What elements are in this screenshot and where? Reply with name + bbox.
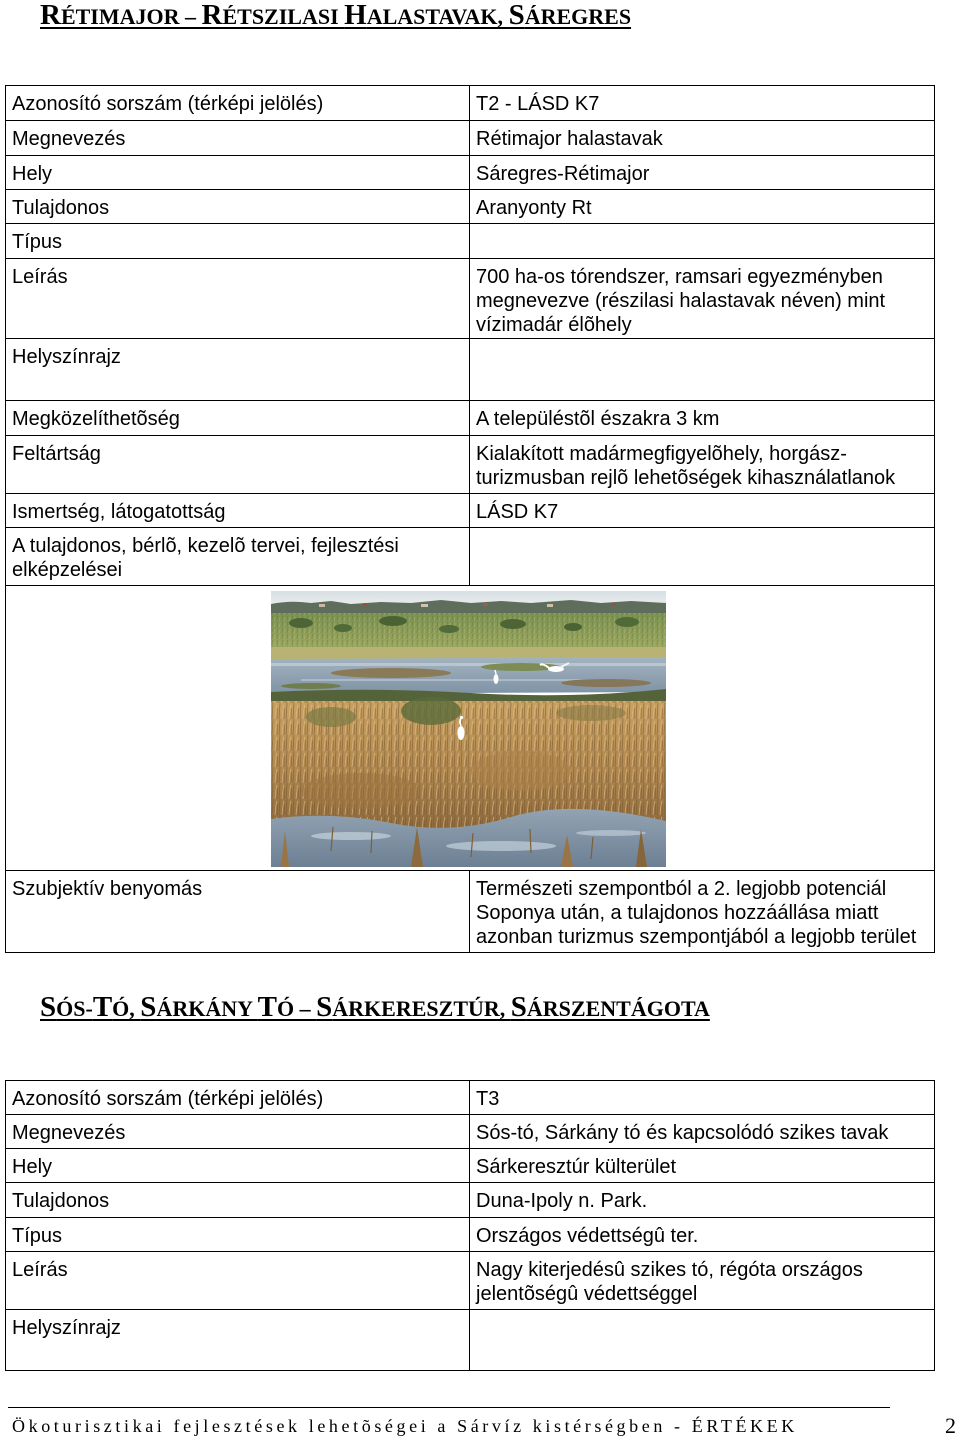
title-glyph-run: T [92,991,113,1023]
title-glyph-run: H [344,0,367,31]
row-value [470,224,935,259]
row-value: Sáregres-Rétimajor [470,156,935,190]
row-value [470,528,935,586]
table-row [6,1252,935,1310]
row-value: Sós-tó, Sárkány tó és kapcsolódó szikes tavak [470,1115,935,1149]
title-glyph-run: S [508,0,525,31]
row-label: Helyszínrajz [6,339,470,401]
title-glyph-run: R [40,0,61,31]
title-glyph-run: ÁRKERESZTÚR, [332,996,511,1021]
row-value: A településtõl északra 3 km [470,401,935,436]
row-value: Duna-Ipoly n. Park. [470,1183,935,1218]
row-label: Hely [6,1149,470,1183]
site-photo [271,591,666,867]
row-value: 700 ha-os tórendszer, ramsari egyezményben megnevezve (részilasi halastavak néven) mint vízimadár élõhely [470,259,935,339]
title-glyph-run: ÉTSZILASI [222,4,345,29]
title-glyph-run: R [201,0,223,31]
table-row [6,1183,935,1218]
section-title [40,0,631,32]
row-value: Aranyonty Rt [470,190,935,224]
table-row [6,339,935,401]
row-value: Nagy kiterjedésû szikes tó, régóta országos jelentõségû védettséggel [470,1252,935,1310]
row-label: Helyszínrajz [6,1310,470,1371]
row-value: Országos védettségû ter. [470,1218,935,1252]
table-row [6,1081,935,1115]
table-row [6,190,935,224]
table-row [6,1310,935,1371]
row-value: LÁSD K7 [470,494,935,528]
row-value: Kialakított madármegfigyelõhely, horgász-turizmusban rejlõ lehetõségek kihasználatlanok [470,436,935,494]
row-label: Megnevezés [6,1115,470,1149]
table-row [6,528,935,586]
pond-water [271,657,666,694]
table-row [6,224,935,259]
row-value [470,339,935,401]
row-label: Szubjektív benyomás [6,871,470,953]
row-label: Leírás [6,1252,470,1310]
wetland-photo-image [271,591,666,867]
green-fields [271,613,666,660]
row-label: Tulajdonos [6,190,470,224]
title-glyph-run: S [40,991,57,1023]
title-glyph-run: Ó – [277,996,317,1021]
reed-bed [271,689,666,829]
section-title [40,992,710,1024]
photo-cell [6,586,935,871]
row-value: Természeti szempontból a 2. legjobb potenciál Soponya után, a tulajdonos hozzáállása miatt azonban turizmus szempontjából a legjobb terület [470,871,935,953]
row-value: T3 [470,1081,935,1115]
title-glyph-run: S [510,991,527,1023]
page-number: 2 [945,1413,956,1438]
table-row [6,156,935,190]
table-row [6,436,935,494]
table-row [6,1218,935,1252]
table-row [6,259,935,339]
row-label: Tulajdonos [6,1183,470,1218]
row-label: Megközelíthetõség [6,401,470,436]
footer-divider [8,1407,890,1408]
table-row [6,871,935,953]
title-glyph-run: ÁRSZENTÁGOTA [526,996,710,1021]
row-value [470,1310,935,1371]
row-label: Ismertség, látogatottság [6,494,470,528]
photo-row [6,586,935,871]
site-data-table [5,85,935,953]
row-label: Azonosító sorszám (térképi jelölés) [6,1081,470,1115]
table-row [6,86,935,121]
row-value: Sárkeresztúr külterület [470,1149,935,1183]
row-value: T2 - LÁSD K7 [470,86,935,121]
title-glyph-run: ÉTIMAJOR – [60,4,202,29]
footer-title: Ökoturisztikai fejlesztések lehetõségei a Sárvíz kistérségben - ÉRTÉKEK [12,1416,798,1436]
title-glyph-run: S [316,991,333,1023]
table-row [6,121,935,156]
row-label: Feltártság [6,436,470,494]
title-glyph-run: S [140,991,157,1023]
row-label: Típus [6,224,470,259]
title-glyph-run: ALASTAVAK, [366,4,509,29]
row-label: A tulajdonos, bérlõ, kezelõ tervei, fejlesztési elképzelései [6,528,470,586]
row-label: Hely [6,156,470,190]
row-label: Leírás [6,259,470,339]
title-glyph-run: ÁRKÁNY [156,996,258,1021]
title-glyph-run: ÓS- [56,996,93,1021]
table-row [6,1149,935,1183]
row-label: Azonosító sorszám (térképi jelölés) [6,86,470,121]
row-label: Megnevezés [6,121,470,156]
title-glyph-run: ÁREGRES [524,4,632,29]
table-row [6,494,935,528]
site-data-table [5,1080,935,1371]
table-row [6,401,935,436]
table-row [6,1115,935,1149]
row-value: Rétimajor halastavak [470,121,935,156]
row-label: Típus [6,1218,470,1252]
title-glyph-run: Ó, [112,996,141,1021]
title-glyph-run: T [257,991,278,1023]
